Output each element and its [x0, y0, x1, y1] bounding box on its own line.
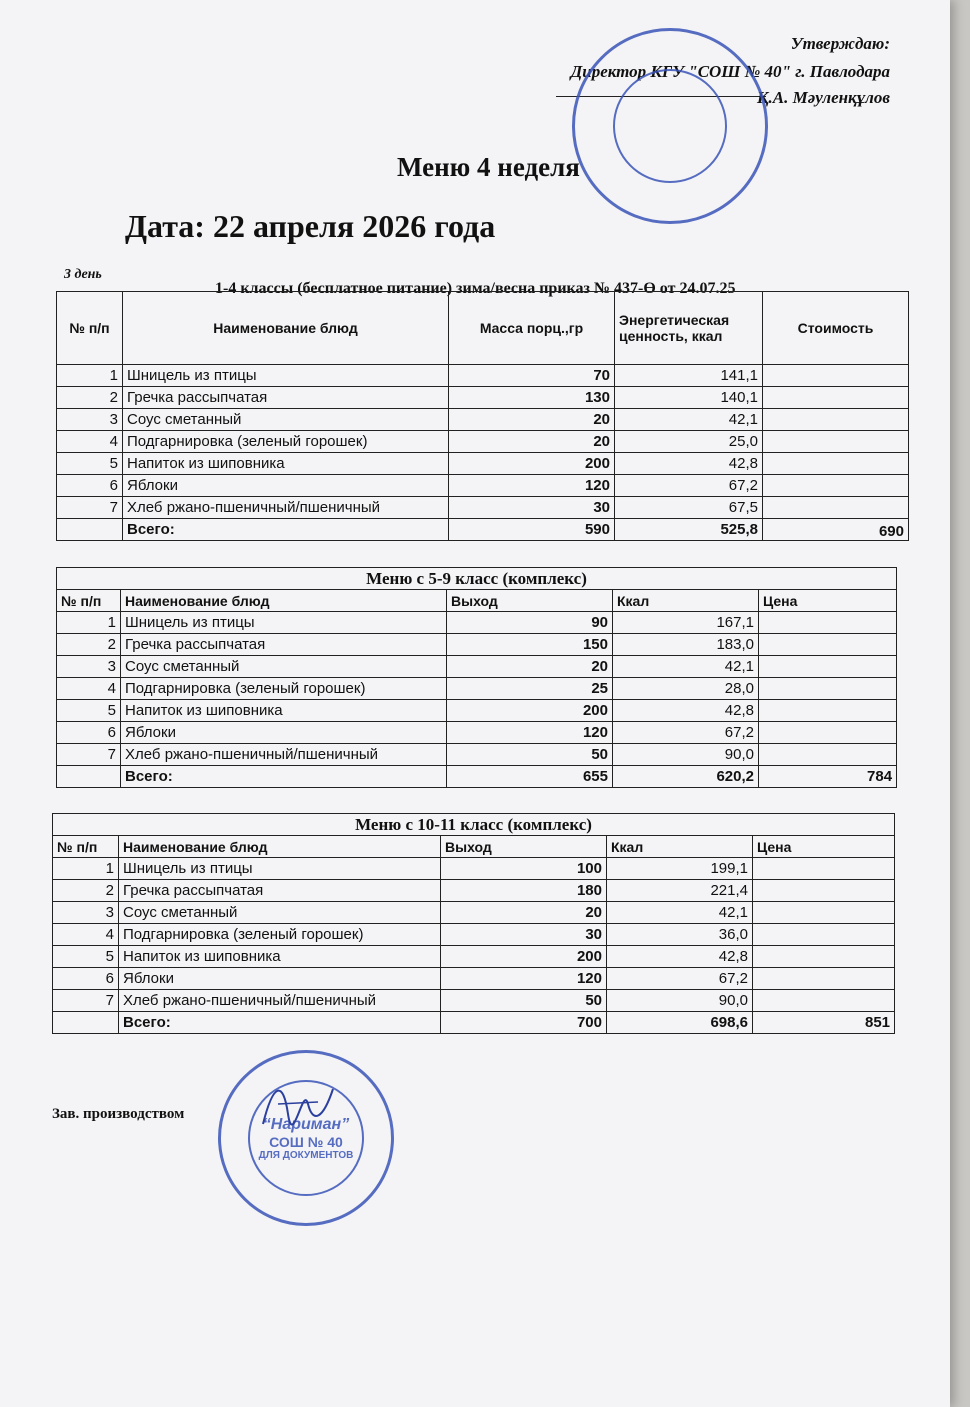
dish-name: Напиток из шиповника: [119, 946, 441, 968]
dish-name: Хлеб ржано-пшеничный/пшеничный: [119, 990, 441, 1012]
table-row: [57, 365, 909, 387]
dish-kcal: 67,2: [607, 968, 753, 990]
dish-name: Шницель из птицы: [119, 858, 441, 880]
total-kcal: 525,8: [615, 519, 763, 541]
row-number: 1: [57, 612, 121, 634]
dish-price: [759, 634, 897, 656]
dish-kcal: 42,8: [615, 453, 763, 475]
dish-price: [763, 475, 909, 497]
row-number: 6: [53, 968, 119, 990]
official-seal-stamp: [572, 28, 768, 224]
dish-kcal: 67,2: [613, 722, 759, 744]
dish-price: [753, 924, 895, 946]
table-row: [53, 858, 895, 880]
dish-mass: 120: [441, 968, 607, 990]
menu-table-grades-5-9: [56, 567, 897, 788]
header-number: № п/п: [57, 292, 123, 365]
signature-icon: [258, 1074, 338, 1134]
table-row: [57, 722, 897, 744]
dish-name: Подгарнировка (зеленый горошек): [121, 678, 447, 700]
section-title: Меню с 10-11 класс (комплекс): [53, 814, 895, 836]
dish-mass: 100: [441, 858, 607, 880]
row-number: 1: [57, 365, 123, 387]
total-row: [53, 1012, 895, 1034]
dish-mass: 20: [449, 431, 615, 453]
total-row: [57, 766, 897, 788]
dish-mass: 30: [441, 924, 607, 946]
table-body: [53, 858, 895, 1012]
dish-name: Подгарнировка (зеленый горошек): [123, 431, 449, 453]
total-price: 690: [763, 519, 909, 541]
menu-date: Дата: 22 апреля 2026 года: [125, 208, 496, 244]
dish-mass: 90: [447, 612, 613, 634]
dish-price: [759, 744, 897, 766]
table-row: [57, 700, 897, 722]
dish-name: Яблоки: [121, 722, 447, 744]
header-price: Цена: [759, 590, 897, 612]
dish-name: Соус сметанный: [121, 656, 447, 678]
approval-director: Директор КГУ "СОШ № 40" г. Павлодара: [570, 62, 890, 81]
dish-name: Напиток из шиповника: [121, 700, 447, 722]
dish-name: Шницель из птицы: [123, 365, 449, 387]
row-number: 6: [57, 475, 123, 497]
dish-name: Напиток из шиповника: [123, 453, 449, 475]
dish-price: [753, 946, 895, 968]
dish-mass: 25: [447, 678, 613, 700]
header-number: № п/п: [53, 836, 119, 858]
dish-mass: 200: [441, 946, 607, 968]
row-number: 2: [57, 634, 121, 656]
row-number: 5: [57, 453, 123, 475]
seal-emblem: [613, 69, 727, 183]
table-row: [53, 990, 895, 1012]
total-kcal: 620,2: [613, 766, 759, 788]
row-number: 3: [53, 902, 119, 924]
dish-price: [763, 453, 909, 475]
dish-mass: 120: [447, 722, 613, 744]
total-label: Всего:: [119, 1012, 441, 1034]
stamp-doc-label: ДЛЯ ДОКУМЕНТОВ: [258, 1149, 354, 1161]
dish-name: Соус сметанный: [119, 902, 441, 924]
dish-price: [759, 678, 897, 700]
total-row: [57, 519, 909, 541]
row-number: 2: [57, 387, 123, 409]
table-row: [57, 431, 909, 453]
dish-name: Яблоки: [119, 968, 441, 990]
table-row: [53, 880, 895, 902]
table-row: [57, 612, 897, 634]
stamp-name: “Нариман”: [262, 1115, 350, 1133]
dish-mass: 20: [441, 902, 607, 924]
table-row: [53, 968, 895, 990]
total-mass: 700: [441, 1012, 607, 1034]
dish-mass: 200: [447, 700, 613, 722]
menu-table-grades-10-11: [52, 813, 895, 1034]
header-dish: Наименование блюд: [121, 590, 447, 612]
dish-price: [753, 990, 895, 1012]
section-title-row: [53, 814, 895, 836]
dish-kcal: 90,0: [613, 744, 759, 766]
table-row: [57, 634, 897, 656]
dish-kcal: 25,0: [615, 431, 763, 453]
row-number: 3: [57, 656, 121, 678]
dish-name: Хлеб ржано-пшеничный/пшеничный: [123, 497, 449, 519]
dish-price: [763, 365, 909, 387]
header-price: Цена: [753, 836, 895, 858]
dish-kcal: 141,1: [615, 365, 763, 387]
total-mass: 590: [449, 519, 615, 541]
dish-mass: 50: [447, 744, 613, 766]
table-row: [57, 387, 909, 409]
approval-name: Қ.А. Мәуленқұлов: [756, 88, 890, 107]
table-header-row: [57, 292, 909, 365]
table-row: [57, 409, 909, 431]
dish-mass: 20: [449, 409, 615, 431]
header-kcal: Ккал: [607, 836, 753, 858]
section-title: Меню с 5-9 класс (комплекс): [57, 568, 897, 590]
row-number: 7: [53, 990, 119, 1012]
row-number: 1: [53, 858, 119, 880]
dish-mass: 130: [449, 387, 615, 409]
table-row: [57, 475, 909, 497]
dish-price: [753, 968, 895, 990]
row-number: 7: [57, 497, 123, 519]
header-number: № п/п: [57, 590, 121, 612]
dish-kcal: 67,2: [615, 475, 763, 497]
dish-price: [763, 409, 909, 431]
approval-heading: Утверждаю:: [790, 34, 890, 53]
table-body: [57, 365, 909, 519]
dish-price: [753, 880, 895, 902]
dish-kcal: 167,1: [613, 612, 759, 634]
row-number: 5: [57, 700, 121, 722]
menu-table-grades-1-4: [56, 291, 909, 541]
dish-kcal: 140,1: [615, 387, 763, 409]
table-row: [53, 902, 895, 924]
dish-kcal: 42,1: [607, 902, 753, 924]
dish-mass: 200: [449, 453, 615, 475]
header-dish: Наименование блюд: [123, 292, 449, 365]
page-title: Меню 4 неделя: [397, 152, 580, 182]
total-label: Всего:: [123, 519, 449, 541]
total-kcal: 698,6: [607, 1012, 753, 1034]
dish-price: [763, 387, 909, 409]
total-label: Всего:: [121, 766, 447, 788]
dish-mass: 30: [449, 497, 615, 519]
dish-mass: 20: [447, 656, 613, 678]
dish-kcal: 90,0: [607, 990, 753, 1012]
row-number: 4: [53, 924, 119, 946]
dish-name: Гречка рассыпчатая: [119, 880, 441, 902]
dish-price: [759, 656, 897, 678]
dish-kcal: 42,8: [607, 946, 753, 968]
dish-name: Шницель из птицы: [121, 612, 447, 634]
table1-caption: 1-4 классы (бесплатное питание) зима/весна приказ № 437-Ө от 24.07.25: [215, 280, 736, 297]
stamp-school: СОШ № 40: [269, 1133, 343, 1150]
row-number: 4: [57, 431, 123, 453]
dish-kcal: 36,0: [607, 924, 753, 946]
table-header-row: [57, 590, 897, 612]
table-row: [57, 497, 909, 519]
header-output: Выход: [447, 590, 613, 612]
header-kcal: Ккал: [613, 590, 759, 612]
dish-name: Гречка рассыпчатая: [123, 387, 449, 409]
dish-kcal: 67,5: [615, 497, 763, 519]
dish-mass: 70: [449, 365, 615, 387]
total-price: 851: [753, 1012, 895, 1034]
dish-mass: 150: [447, 634, 613, 656]
table-row: [57, 453, 909, 475]
dish-price: [763, 431, 909, 453]
header-energy: Энергетическая ценность, ккал: [615, 292, 763, 365]
dish-price: [753, 858, 895, 880]
dish-kcal: 42,8: [613, 700, 759, 722]
dish-mass: 50: [441, 990, 607, 1012]
dish-kcal: 221,4: [607, 880, 753, 902]
table-row: [57, 656, 897, 678]
dish-price: [753, 902, 895, 924]
section-title-row: [57, 568, 897, 590]
dish-price: [759, 612, 897, 634]
dish-price: [759, 700, 897, 722]
dish-mass: 180: [441, 880, 607, 902]
header-dish: Наименование блюд: [119, 836, 441, 858]
table-body: [57, 612, 897, 766]
dish-kcal: 42,1: [615, 409, 763, 431]
dish-name: Хлеб ржано-пшеничный/пшеничный: [121, 744, 447, 766]
row-number: 6: [57, 722, 121, 744]
header-output: Выход: [441, 836, 607, 858]
table-row: [53, 946, 895, 968]
dish-kcal: 28,0: [613, 678, 759, 700]
table-row: [57, 744, 897, 766]
day-label: 3 день: [64, 267, 102, 282]
header-mass: Масса порц.,гр: [449, 292, 615, 365]
table-header-row: [53, 836, 895, 858]
dish-name: Яблоки: [123, 475, 449, 497]
dish-mass: 120: [449, 475, 615, 497]
row-number: 2: [53, 880, 119, 902]
row-number: 4: [57, 678, 121, 700]
production-manager-label: Зав. производством: [52, 1106, 185, 1122]
header-cost: Стоимость: [763, 292, 909, 365]
dish-kcal: 183,0: [613, 634, 759, 656]
row-number: 7: [57, 744, 121, 766]
dish-name: Соус сметанный: [123, 409, 449, 431]
dish-name: Подгарнировка (зеленый горошек): [119, 924, 441, 946]
total-price: 784: [759, 766, 897, 788]
row-number: 5: [53, 946, 119, 968]
row-number: 3: [57, 409, 123, 431]
total-mass: 655: [447, 766, 613, 788]
dish-kcal: 42,1: [613, 656, 759, 678]
dish-name: Гречка рассыпчатая: [121, 634, 447, 656]
dish-price: [763, 497, 909, 519]
table-row: [57, 678, 897, 700]
dish-price: [759, 722, 897, 744]
dish-kcal: 199,1: [607, 858, 753, 880]
table-row: [53, 924, 895, 946]
